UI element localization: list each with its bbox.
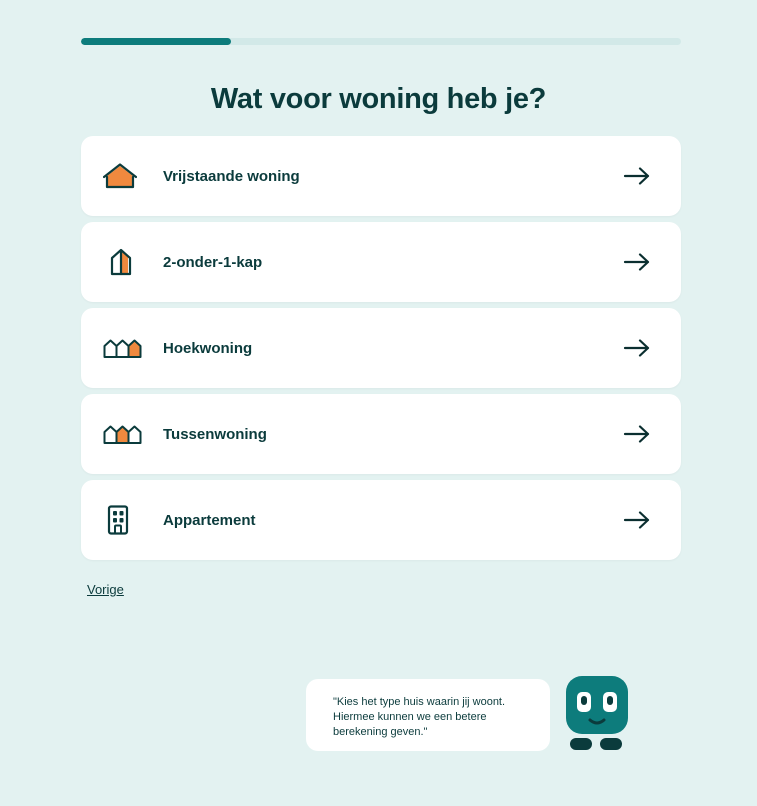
apartment-building-icon: [103, 504, 163, 536]
arrow-right-icon[interactable]: [607, 252, 667, 272]
option-label: 2-onder-1-kap: [163, 253, 263, 271]
arrow-right-icon[interactable]: [607, 338, 667, 358]
arrow-right-icon[interactable]: [607, 166, 667, 186]
option-label: Appartement: [163, 511, 256, 529]
housing-type-options: [81, 136, 681, 566]
option-card-hoekwoning[interactable]: [81, 308, 681, 388]
assistant-speech-bubble: [306, 679, 550, 751]
assistant-mascot: [560, 672, 634, 758]
option-card-2-onder-1-kap[interactable]: [81, 222, 681, 302]
detached-house-icon: [103, 161, 163, 191]
progress-bar: [81, 38, 681, 45]
page-title: Wat voor woning heb je?: [210, 83, 547, 116]
corner-house-icon: [103, 337, 163, 359]
terraced-house-icon: [103, 423, 163, 445]
option-card-vrijstaande-woning[interactable]: [81, 136, 681, 216]
assistant-message: "Kies het type huis waarin jij woont. Hiermee kunnen we een betere berekening geven.": [333, 696, 506, 738]
semi-detached-house-icon: [103, 247, 163, 277]
option-label: Vrijstaande woning: [163, 167, 300, 185]
option-card-appartement[interactable]: [81, 480, 681, 560]
progress-bar-fill: [81, 38, 231, 45]
option-card-tussenwoning[interactable]: [81, 394, 681, 474]
option-label: Tussenwoning: [163, 425, 267, 443]
arrow-right-icon[interactable]: [607, 510, 667, 530]
option-label: Hoekwoning: [163, 339, 253, 357]
back-link[interactable]: Vorige: [87, 582, 124, 597]
arrow-right-icon[interactable]: [607, 424, 667, 444]
